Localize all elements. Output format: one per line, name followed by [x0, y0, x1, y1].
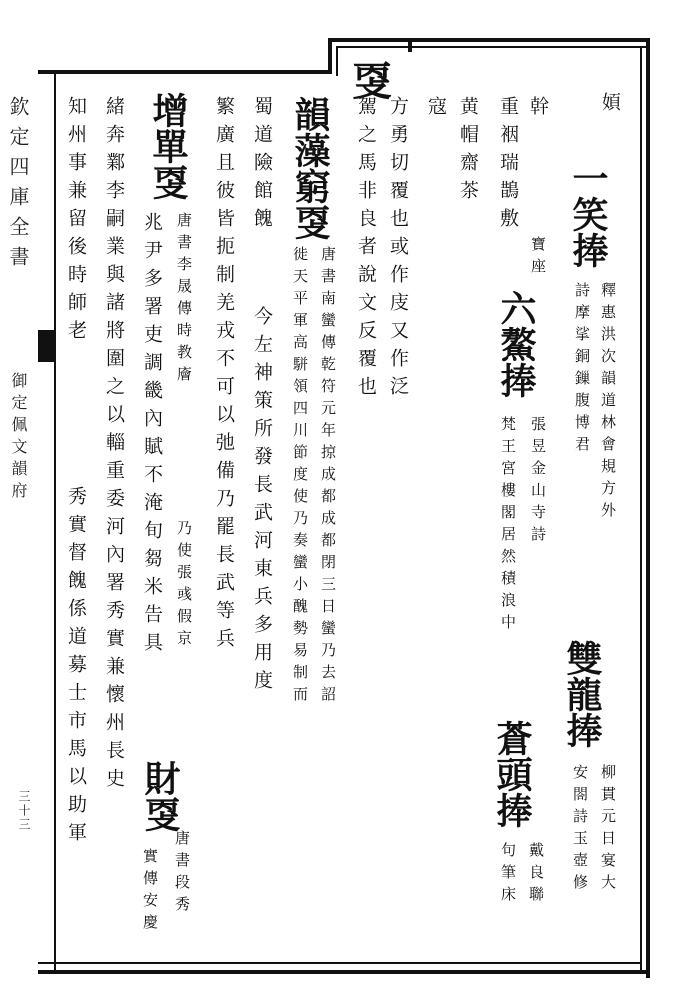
col2-headword2: 雙龍捧 [561, 640, 603, 748]
col11-note2: 實傳安慶 [141, 848, 159, 936]
col4-top: 重裀瑞鵲敷 [497, 96, 519, 236]
margin-black-block [38, 330, 56, 362]
col7-note2: 徙天平軍高駢領四川節度使乃奏蠻小醜勢易制而 [291, 246, 309, 708]
col4-headword: 蒼頭捧 [491, 720, 533, 828]
col13-top: 知州事兼留後時師老 [65, 96, 87, 348]
col3-note2: 張昱金山寺詩 [529, 416, 547, 548]
rhyme-tab-inner-left [336, 46, 338, 76]
frame-rule-bottom-inner [38, 962, 642, 964]
rhyme-tab-right [408, 38, 412, 52]
col13-note: 秀實督餽係道募士市馬以助軍 [65, 486, 87, 850]
col1-top: 㛲 [599, 92, 621, 120]
col10-headword: 增單㪅 [147, 92, 189, 200]
col3-headword: 六鰲捧 [495, 290, 537, 398]
frame-rule-bottom [38, 970, 650, 974]
col4-note2: 戴良聯 [527, 842, 545, 908]
col12-top: 緒奔鄴李嗣業與諸將圍之以輜重委河內署秀實兼懷州長史 [103, 96, 125, 796]
rhyme-tab-left [328, 38, 332, 74]
col4-note: 梵王宮樓閣居然積浪中 [499, 416, 517, 636]
col2-headword: 一笑捧 [567, 160, 609, 268]
frame-rule-margin [54, 74, 56, 974]
col11-headword: 財㪅 [139, 760, 181, 832]
col6-top: 方勇切覆也或作庋又作泛 [387, 96, 409, 404]
col4-note3: 句筆床 [499, 842, 517, 908]
frame-rule-top-right [412, 38, 650, 42]
col5-top: 黄帽齋茶 [457, 96, 479, 208]
rhyme-tab-top [328, 38, 412, 42]
col6-note: 駕之馬非良者說文反覆也 [355, 96, 377, 404]
col3-top: 幹 [527, 96, 549, 124]
col11-note: 唐書段秀 [173, 830, 191, 918]
margin-book-title: 御定佩文韻府 [9, 372, 28, 504]
margin-title: 欽定四庫全書 [6, 96, 30, 276]
frame-rule-right [646, 38, 650, 978]
col5-note: 寇 [425, 96, 447, 124]
col2-note3: 柳貫元日宴大 [599, 764, 617, 896]
col2-note4: 安閤詩玉壺修 [571, 764, 589, 896]
col2-note: 釋惠洪次韻道林會規方外 [599, 282, 617, 524]
frame-rule-top-right-inner [412, 46, 650, 48]
margin-page-number: 三十三 [17, 790, 31, 832]
col9-top: 繁廣且彼皆扼制羌戎不可以弛備乃罷長武等兵 [213, 96, 235, 656]
col10-note: 唐書李晟傳時教廥 [175, 212, 193, 388]
col7-note: 唐書南蠻傳乾符元年掠成都成都閉三日蠻乃去詔 [319, 246, 337, 708]
col2-note2: 詩摩挲銅鏁腹博君 [573, 282, 591, 458]
frame-rule-right-inner [640, 46, 642, 972]
frame-rule-top-left [38, 70, 328, 74]
col11-top: 兆尹多署吏調畿內賦不淹旬芻米告具 [141, 212, 163, 660]
col8-top: 蜀道險館餽 [251, 96, 273, 236]
col7-headword: 韻藻窮㪅 [289, 96, 331, 240]
col3-note: 寶座 [529, 236, 547, 280]
rhyme-tab-inner-top [336, 46, 408, 48]
rhyme-heading: 㪅 [352, 58, 392, 105]
col8-note: 今左神策所發長武河東兵多用度 [251, 306, 273, 698]
col10-note2: 乃使張彧假京 [175, 520, 193, 652]
